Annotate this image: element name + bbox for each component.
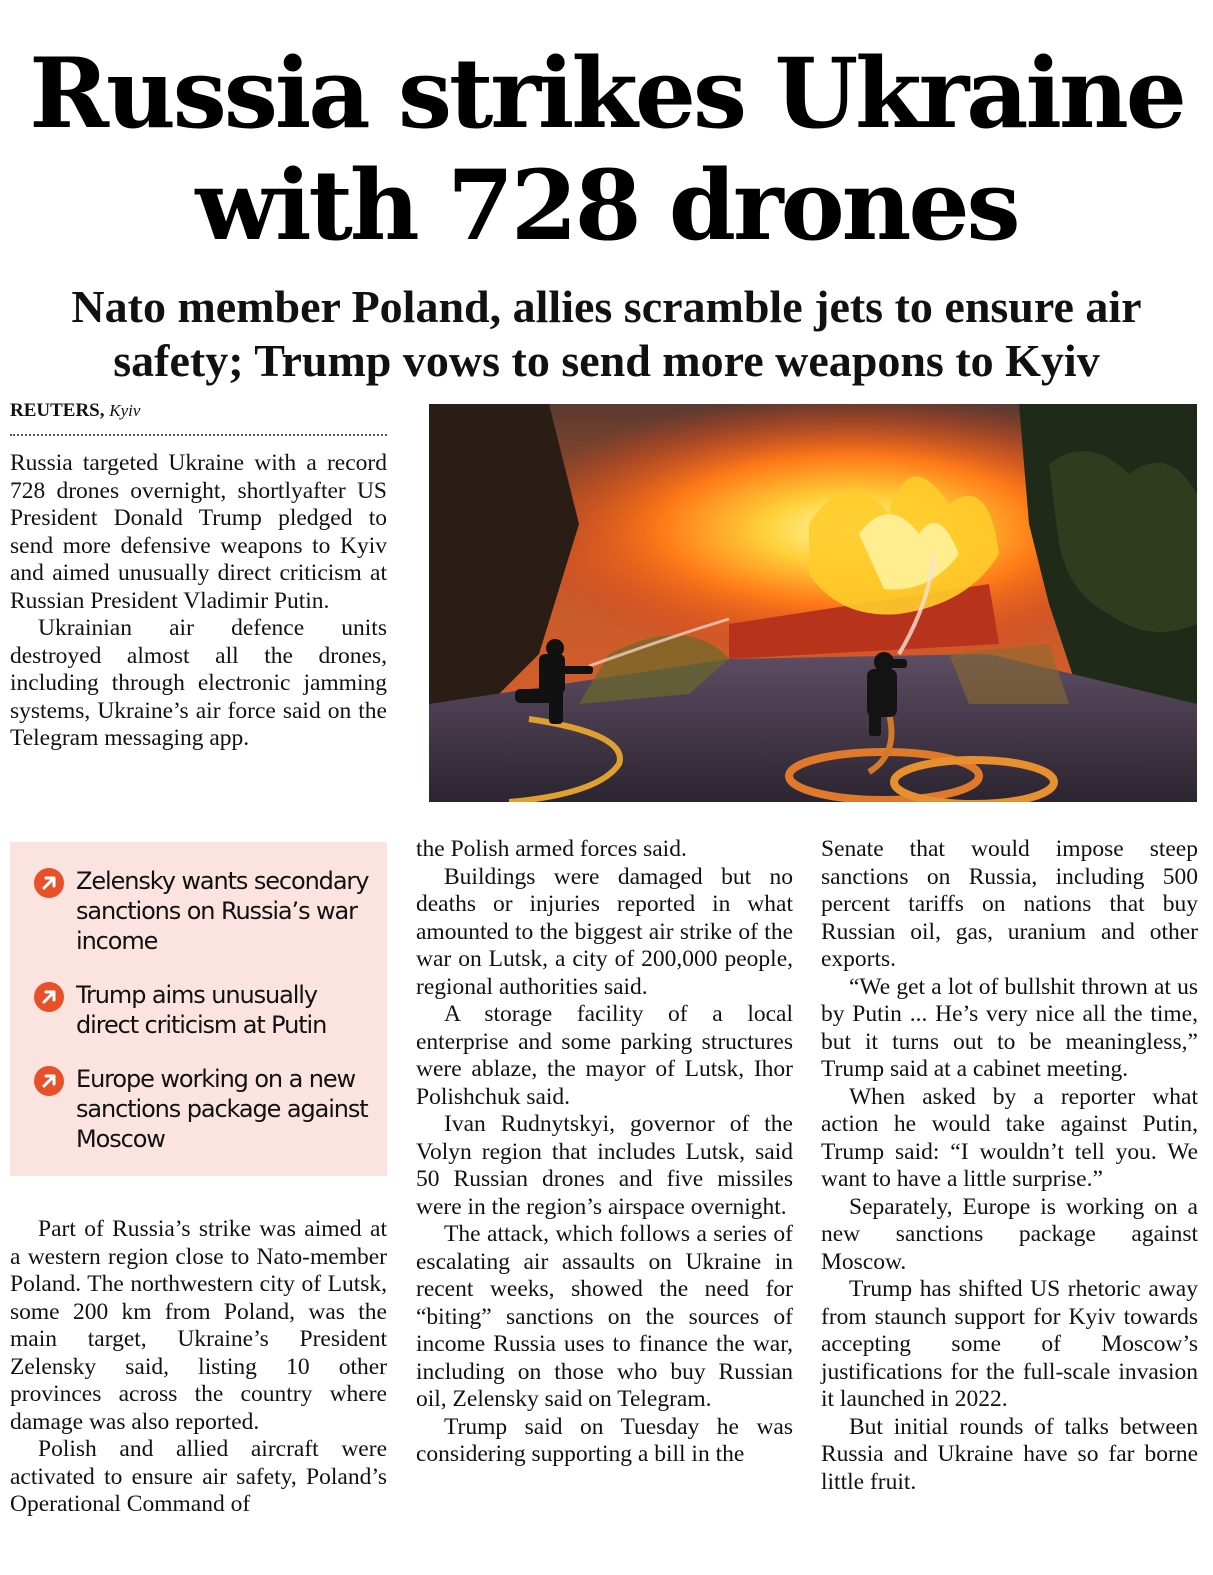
paragraph: Part of Russia’s strike was aimed at a western region close to Nato-member Poland. The northwestern city of Lutsk, some 200 km from Poland, was the main target, Ukraine’s President Zelensky said, listing 10 other provinces across the country where damage was also reported. xyxy=(10,1216,387,1435)
paragraph: “We get a lot of bullshit thrown at us by Putin ... He’s very nice all the time, but it turns out to be meaningless,” Trump said at a cabinet meeting. xyxy=(821,973,1198,1082)
byline xyxy=(10,400,387,436)
article-column-2 xyxy=(416,836,793,1469)
arrow-up-right-icon xyxy=(34,1066,64,1096)
paragraph: Buildings were damaged but no deaths or injuries reported in what amounted to the biggest air strike of the war on Lutsk, a city of 200,000 people, regional authorities said. xyxy=(416,863,793,1000)
paragraph: Trump said on Tuesday he was considering supporting a bill in the xyxy=(416,1413,793,1467)
arrow-up-right-icon xyxy=(34,982,64,1012)
article-column-3 xyxy=(821,836,1198,1496)
paragraph: But initial rounds of talks between Russia and Ukraine have so far borne little fruit. xyxy=(821,1413,1198,1495)
paragraph: When asked by a reporter what action he would take against Putin, Trump said: “I wouldn’t tell you. We want to have a little surprise.” xyxy=(821,1083,1198,1192)
article-column-1-top xyxy=(10,450,387,753)
paragraph: Senate that would impose steep sanctions on Russia, including 500 percent tariffs on nations that buy Russian oil, gas, uranium and other exports. xyxy=(821,836,1198,972)
byline-agency: REUTERS, xyxy=(10,400,105,421)
headline: Russia strikes Ukraine with 728 drones xyxy=(29,37,1184,262)
key-point xyxy=(34,980,371,1040)
key-point xyxy=(34,1064,371,1154)
article-column-1-bottom xyxy=(10,1216,387,1519)
paragraph: the Polish armed forces said. xyxy=(416,836,687,862)
key-point-text: Europe working on a new sanctions package against Moscow xyxy=(76,1065,368,1153)
subheadline: Nato member Poland, allies scramble jets to ensure air safety; Trump vows to send more weapons to Kyiv xyxy=(71,281,1142,386)
key-points-box xyxy=(10,842,387,1176)
paragraph: Ivan Rudnytskyi, governor of the Volyn region that includes Lutsk, said 50 Russian drones and five missiles were in the region’s airspace overnight. xyxy=(416,1111,793,1220)
paragraph: Trump has shifted US rhetoric away from staunch support for Kyiv towards accepting some of Moscow’s justifications for the full-scale invasion it launched in 2022. xyxy=(821,1276,1198,1412)
paragraph: The attack, which follows a series of escalating air assaults on Ukraine in recent weeks, showed the need for “biting” sanctions on the sources of income Russia uses to finance the war, including on those who buy Russian oil, Zelensky said on Telegram. xyxy=(416,1221,793,1412)
news-photo xyxy=(429,404,1197,802)
paragraph: A storage facility of a local enterprise and some parking structures were ablaze, the mayor of Lutsk, Ihor Polishchuk said. xyxy=(416,1001,793,1110)
arrow-up-right-icon xyxy=(34,868,64,898)
key-point xyxy=(34,866,371,956)
paragraph: Polish and allied aircraft were activated to ensure air safety, Poland’s Operational Command of xyxy=(10,1436,387,1517)
paragraph: Separately, Europe is working on a new sanctions package against Moscow. xyxy=(821,1193,1198,1275)
key-point-text: Zelensky wants secondary sanctions on Russia’s war income xyxy=(76,867,369,955)
firefighters-fire-photo xyxy=(429,404,1197,802)
byline-dateline: Kyiv xyxy=(109,401,141,420)
paragraph: Ukrainian air defence units destroyed almost all the drones, including through electronic jamming systems, Ukraine’s air force said on the Telegram messaging app. xyxy=(10,615,387,751)
paragraph: Russia targeted Ukraine with a record 728 drones overnight, shortlyafter US President Donald Trump pledged to send more defensive weapons to Kyiv and aimed unusually direct criticism at Russian President Vladimir Putin. xyxy=(10,450,387,614)
key-point-text: Trump aims unusually direct criticism at Putin xyxy=(76,981,327,1039)
